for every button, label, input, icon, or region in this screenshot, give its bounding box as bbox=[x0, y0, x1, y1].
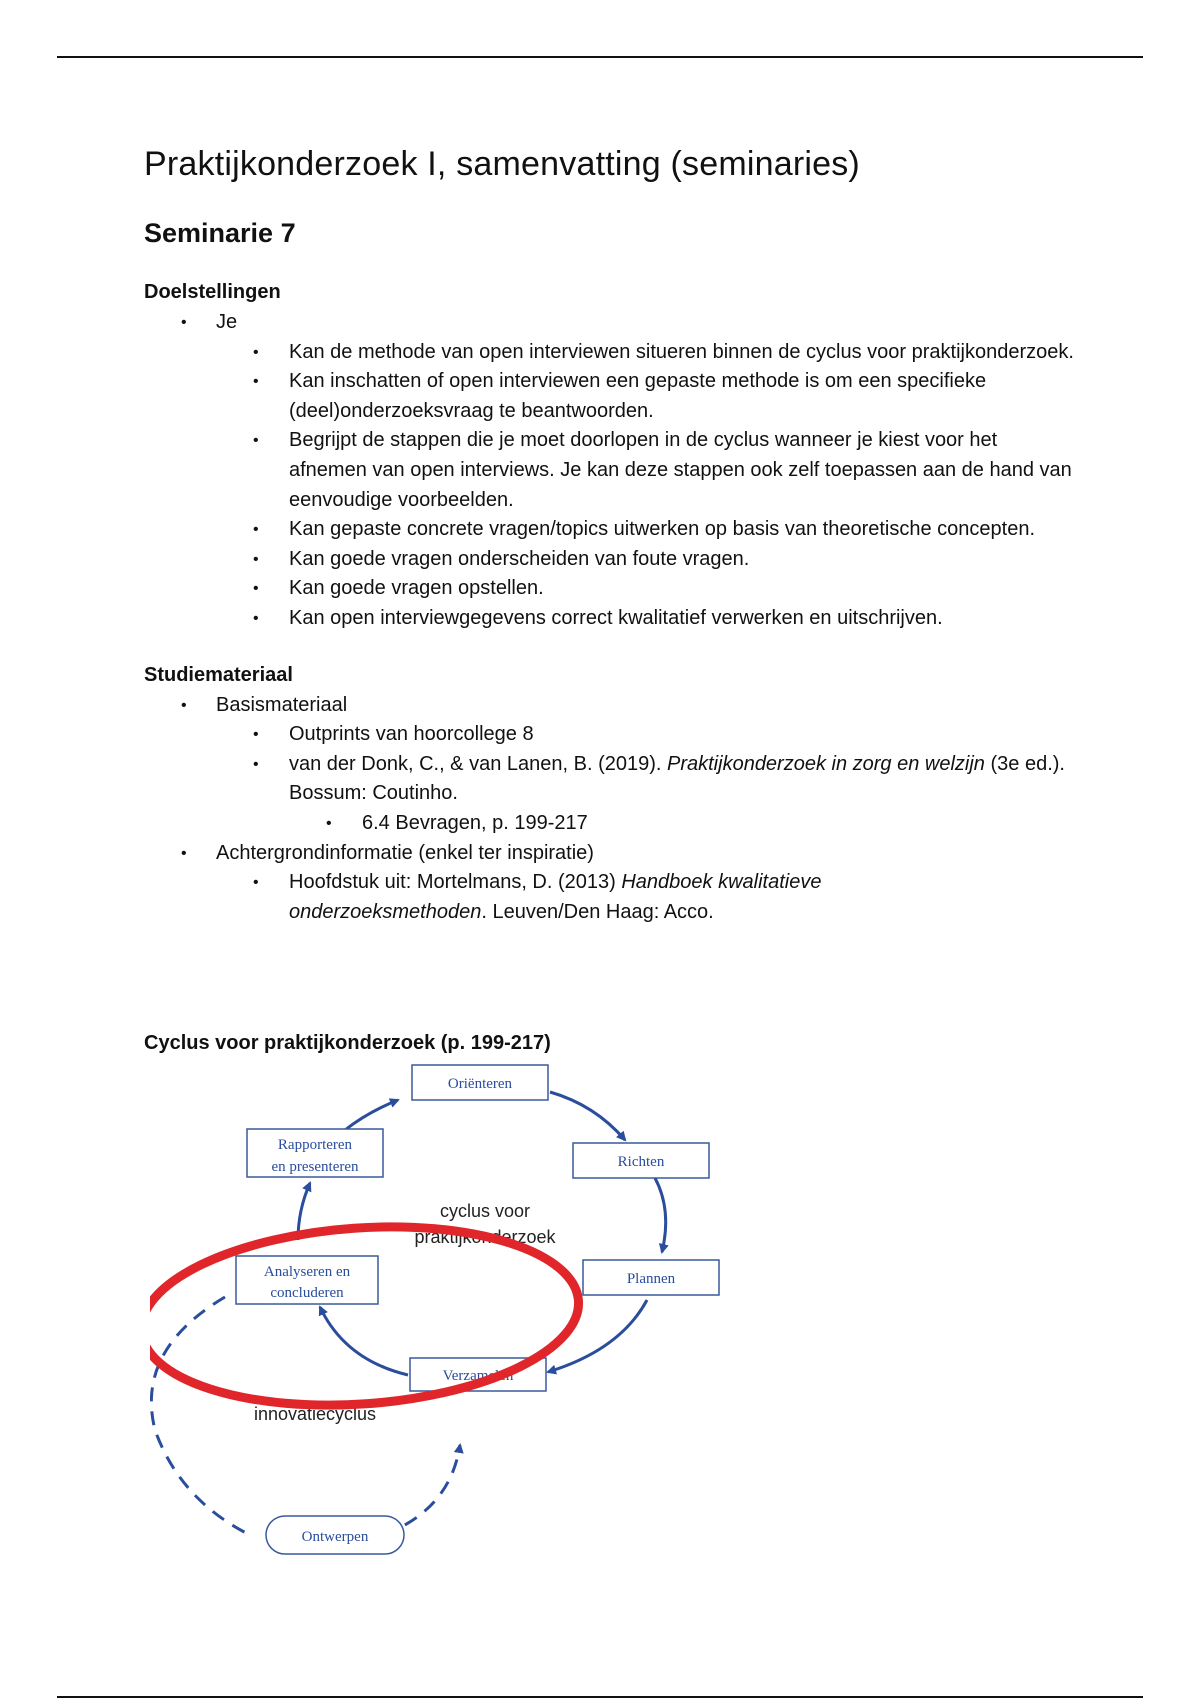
list-item: • Je • Kan de methode van open interviewen situeren binnen de cyclus voor praktijkonderzoek. • Kan inschatten of open interviewen een gepaste methode is om een specifieke (deel)onderzoeksvraag te beantwoorden. • Begrijpt de stappen die je moet doorlopen in de cyclus wanneer je kiest voor het afnemen van open interviews. Je kan deze stappen ook zelf toepassen aan de hand van eenvoudige voorbeelden. • Kan gepaste concrete vragen/topics uitwerken op basis van theoretische concepten. • Kan goede vragen onderscheiden van foute vragen. • Kan goede vragen opstellen. • Kan open interviewgegevens correct kwalitatief verwerken en uitschrijven. bbox=[144, 308, 1084, 634]
background-sublist bbox=[216, 868, 1084, 927]
list-item: • Kan inschatten of open interviewen een gepaste methode is om een specifieke (deel)onderzoeksvraag te beantwoorden. bbox=[144, 367, 1084, 426]
list-item: • Kan goede vragen onderscheiden van foute vragen. bbox=[144, 545, 1084, 575]
bottom-rule bbox=[57, 1696, 1143, 1698]
document-title: Praktijkonderzoek I, samenvatting (seminaries) bbox=[144, 145, 860, 183]
ref-sublist bbox=[289, 809, 1084, 839]
arrow-verzamelen-analyseren bbox=[320, 1307, 408, 1375]
svg-text:Plannen: Plannen bbox=[626, 1271, 676, 1287]
list-item: • Kan de methode van open interviewen situeren binnen de cyclus voor praktijkonderzoek. bbox=[144, 338, 1084, 368]
node-analyseren bbox=[236, 1256, 378, 1304]
bullet-icon: • bbox=[253, 550, 259, 568]
list-item: • Kan open interviewgegevens correct kwalitatief verwerken en uitschrijven. bbox=[144, 604, 1084, 634]
node-rapporteren bbox=[247, 1129, 383, 1177]
svg-text:Verzamelen: Verzamelen bbox=[442, 1368, 514, 1384]
study-heading: Studiemateriaal bbox=[144, 663, 293, 686]
list-item: • Basismateriaal • Outprints van hoorcollege 8 • van der Donk, C., & van Lanen, B. (2019). Praktijkonderzoek in zorg en welzijn (3e ed.). Bossum: Coutinho. • 6.4 Bevragen, p. 199-217 bbox=[144, 691, 1084, 839]
list-item: • Kan goede vragen opstellen. bbox=[144, 574, 1084, 604]
bullet-icon: • bbox=[253, 432, 259, 450]
svg-text:Richten: Richten bbox=[617, 1154, 665, 1170]
node-richten bbox=[573, 1143, 709, 1178]
top-rule bbox=[57, 56, 1143, 58]
arrow-richten-plannen bbox=[655, 1178, 666, 1252]
svg-text:Ontwerpen: Ontwerpen bbox=[301, 1529, 369, 1545]
goals-list bbox=[144, 308, 1084, 634]
basis-sublist bbox=[216, 720, 1084, 838]
svg-text:Oriënteren: Oriënteren bbox=[447, 1076, 513, 1092]
bullet-icon: • bbox=[253, 343, 259, 361]
bullet-icon: • bbox=[253, 580, 259, 598]
list-item: • Begrijpt de stappen die je moet doorlopen in de cyclus wanneer je kiest voor het afnemen van open interviews. Je kan deze stappen ook zelf toepassen aan de hand van eenvoudige voorbeelden. bbox=[144, 426, 1084, 515]
list-item: • Kan gepaste concrete vragen/topics uitwerken op basis van theoretische concepten. bbox=[144, 515, 1084, 545]
cycle-center-label-1: cyclus voor bbox=[439, 1201, 531, 1221]
goals-heading: Doelstellingen bbox=[144, 281, 281, 303]
dashed-arc-left bbox=[151, 1297, 250, 1535]
bullet-icon: • bbox=[253, 874, 259, 892]
list-item: • Achtergrondinformatie (enkel ter inspiratie) • Hoofdstuk uit: Mortelmans, D. (2013) Handboek kwalitatieve onderzoeksmethoden. Leuven/Den Haag: Acco. bbox=[144, 839, 1084, 928]
node-ontwerpen bbox=[266, 1516, 404, 1554]
list-item: • Outprints van hoorcollege 8 bbox=[216, 720, 1084, 750]
bullet-icon: • bbox=[181, 696, 187, 714]
list-item: • Hoofdstuk uit: Mortelmans, D. (2013) Handboek kwalitatieve onderzoeksmethoden. Leuven/Den Haag: Acco. bbox=[216, 868, 1084, 927]
node-plannen bbox=[583, 1260, 719, 1295]
bullet-icon: • bbox=[253, 373, 259, 391]
bullet-icon: • bbox=[253, 609, 259, 627]
node-orienteren bbox=[412, 1065, 548, 1100]
arrow-rapporteren-orienteren bbox=[345, 1100, 398, 1130]
svg-text:Rapporteren: Rapporteren bbox=[277, 1137, 353, 1153]
bullet-icon: • bbox=[253, 521, 259, 539]
bullet-icon: • bbox=[253, 755, 259, 773]
bullet-icon: • bbox=[181, 314, 187, 331]
document-body bbox=[144, 145, 1084, 927]
svg-text:concluderen: concluderen bbox=[270, 1285, 344, 1301]
bullet-icon: • bbox=[326, 814, 332, 832]
seminar-heading: Seminarie 7 bbox=[144, 218, 296, 248]
diagram-heading: Cyclus voor praktijkonderzoek (p. 199-217) bbox=[144, 1032, 551, 1054]
study-list bbox=[144, 691, 1084, 928]
goals-sublist bbox=[216, 338, 1084, 634]
list-item: • 6.4 Bevragen, p. 199-217 bbox=[289, 809, 1084, 839]
arrow-orienteren-richten bbox=[550, 1092, 625, 1140]
bullet-icon: • bbox=[253, 726, 259, 744]
list-item: • van der Donk, C., & van Lanen, B. (2019). Praktijkonderzoek in zorg en welzijn (3e ed.). Bossum: Coutinho. • 6.4 Bevragen, p. 199-217 bbox=[216, 750, 1084, 839]
svg-text:Analyseren en: Analyseren en bbox=[263, 1264, 351, 1280]
svg-text:en presenteren: en presenteren bbox=[271, 1159, 359, 1175]
research-cycle-diagram bbox=[150, 1060, 750, 1580]
innovation-cycle-label: innovatiecyclus bbox=[253, 1404, 377, 1424]
bullet-icon: • bbox=[181, 844, 187, 862]
cycle-center-label-2: praktijkonderzoek bbox=[414, 1227, 556, 1247]
